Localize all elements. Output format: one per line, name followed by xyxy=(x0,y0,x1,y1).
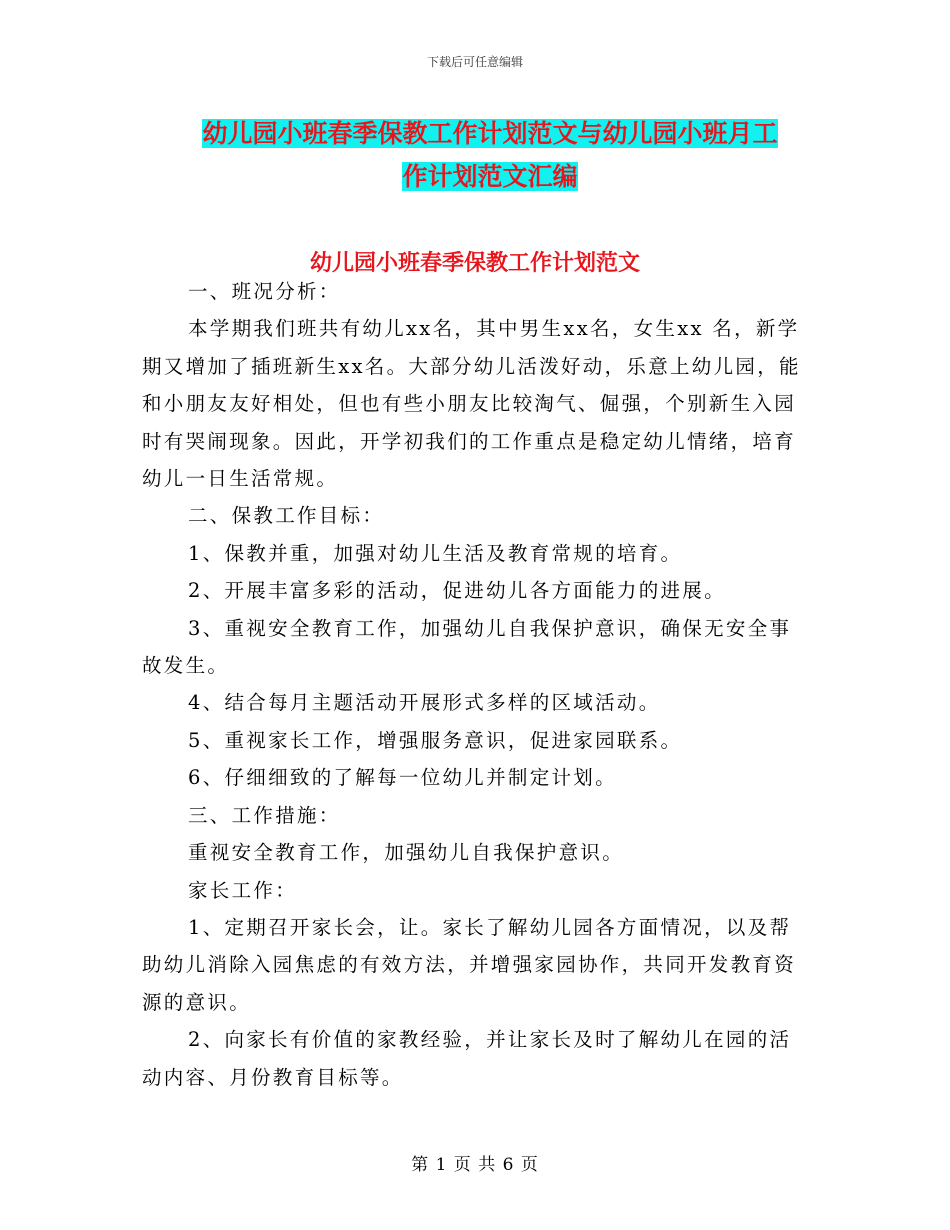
goal-item-3: 3、重视安全教育工作，加强幼儿自我保护意识，确保无安全事故发生。 xyxy=(142,616,792,678)
heading-goals: 二、保教工作目标： xyxy=(188,504,385,528)
document-title xyxy=(140,112,840,198)
heading-measures: 三、工作措施： xyxy=(188,803,341,827)
parent-work-item-1: 1、定期召开家长会，让。家长了解幼儿园各方面情况，以及帮助幼儿消除入园焦虑的有效方法，并增强家园协作，共同开发教育资源的意识。 xyxy=(142,915,797,1014)
section-title: 幼儿园小班春季保教工作计划范文 xyxy=(309,251,640,276)
page-header: 下载后可任意编辑 xyxy=(426,55,523,69)
heading-parent-work: 家长工作： xyxy=(188,878,298,902)
page-footer: 第 1 页 共 6 页 xyxy=(411,1155,539,1175)
document-body xyxy=(142,273,810,1096)
heading-class-analysis: 一、班况分析： xyxy=(188,280,341,303)
goal-item-4: 4、结合每月主题活动开展形式多样的区域活动。 xyxy=(188,691,661,715)
paragraph-safety: 重视安全教育工作，加强幼儿自我保护意识。 xyxy=(188,841,625,865)
paragraph-class-analysis: 本学期我们班共有幼儿xx名，其中男生xx名，女生xx 名，新学期又增加了插班新生xx名。大部分幼儿活泼好动，乐意上幼儿园，能和小朋友友好相处，但也有些小朋友比较淘气、倔强，个别新生入园时有哭闹现象。因此，开学初我们的工作重点是稳定幼儿情绪，培育幼儿一日生活常规。 xyxy=(142,317,801,491)
document-title-line-1: 幼儿园小班春季保教工作计划范文与幼儿园小班月工 xyxy=(202,119,778,148)
document-title-line-2: 作计划范文汇编 xyxy=(402,162,578,191)
parent-work-item-2: 2、向家长有价值的家教经验，并让家长及时了解幼儿在园的活动内容、月份教育目标等。 xyxy=(142,1028,792,1089)
goal-item-6: 6、仔细细致的了解每一位幼儿并制定计划。 xyxy=(188,766,617,790)
goal-item-2: 2、开展丰富多彩的活动，促进幼儿各方面能力的进展。 xyxy=(188,579,726,603)
goal-item-5: 5、重视家长工作，增强服务意识，促进家园联系。 xyxy=(188,728,683,752)
goal-item-1: 1、保教并重，加强对幼儿生活及教育常规的培育。 xyxy=(188,541,683,565)
